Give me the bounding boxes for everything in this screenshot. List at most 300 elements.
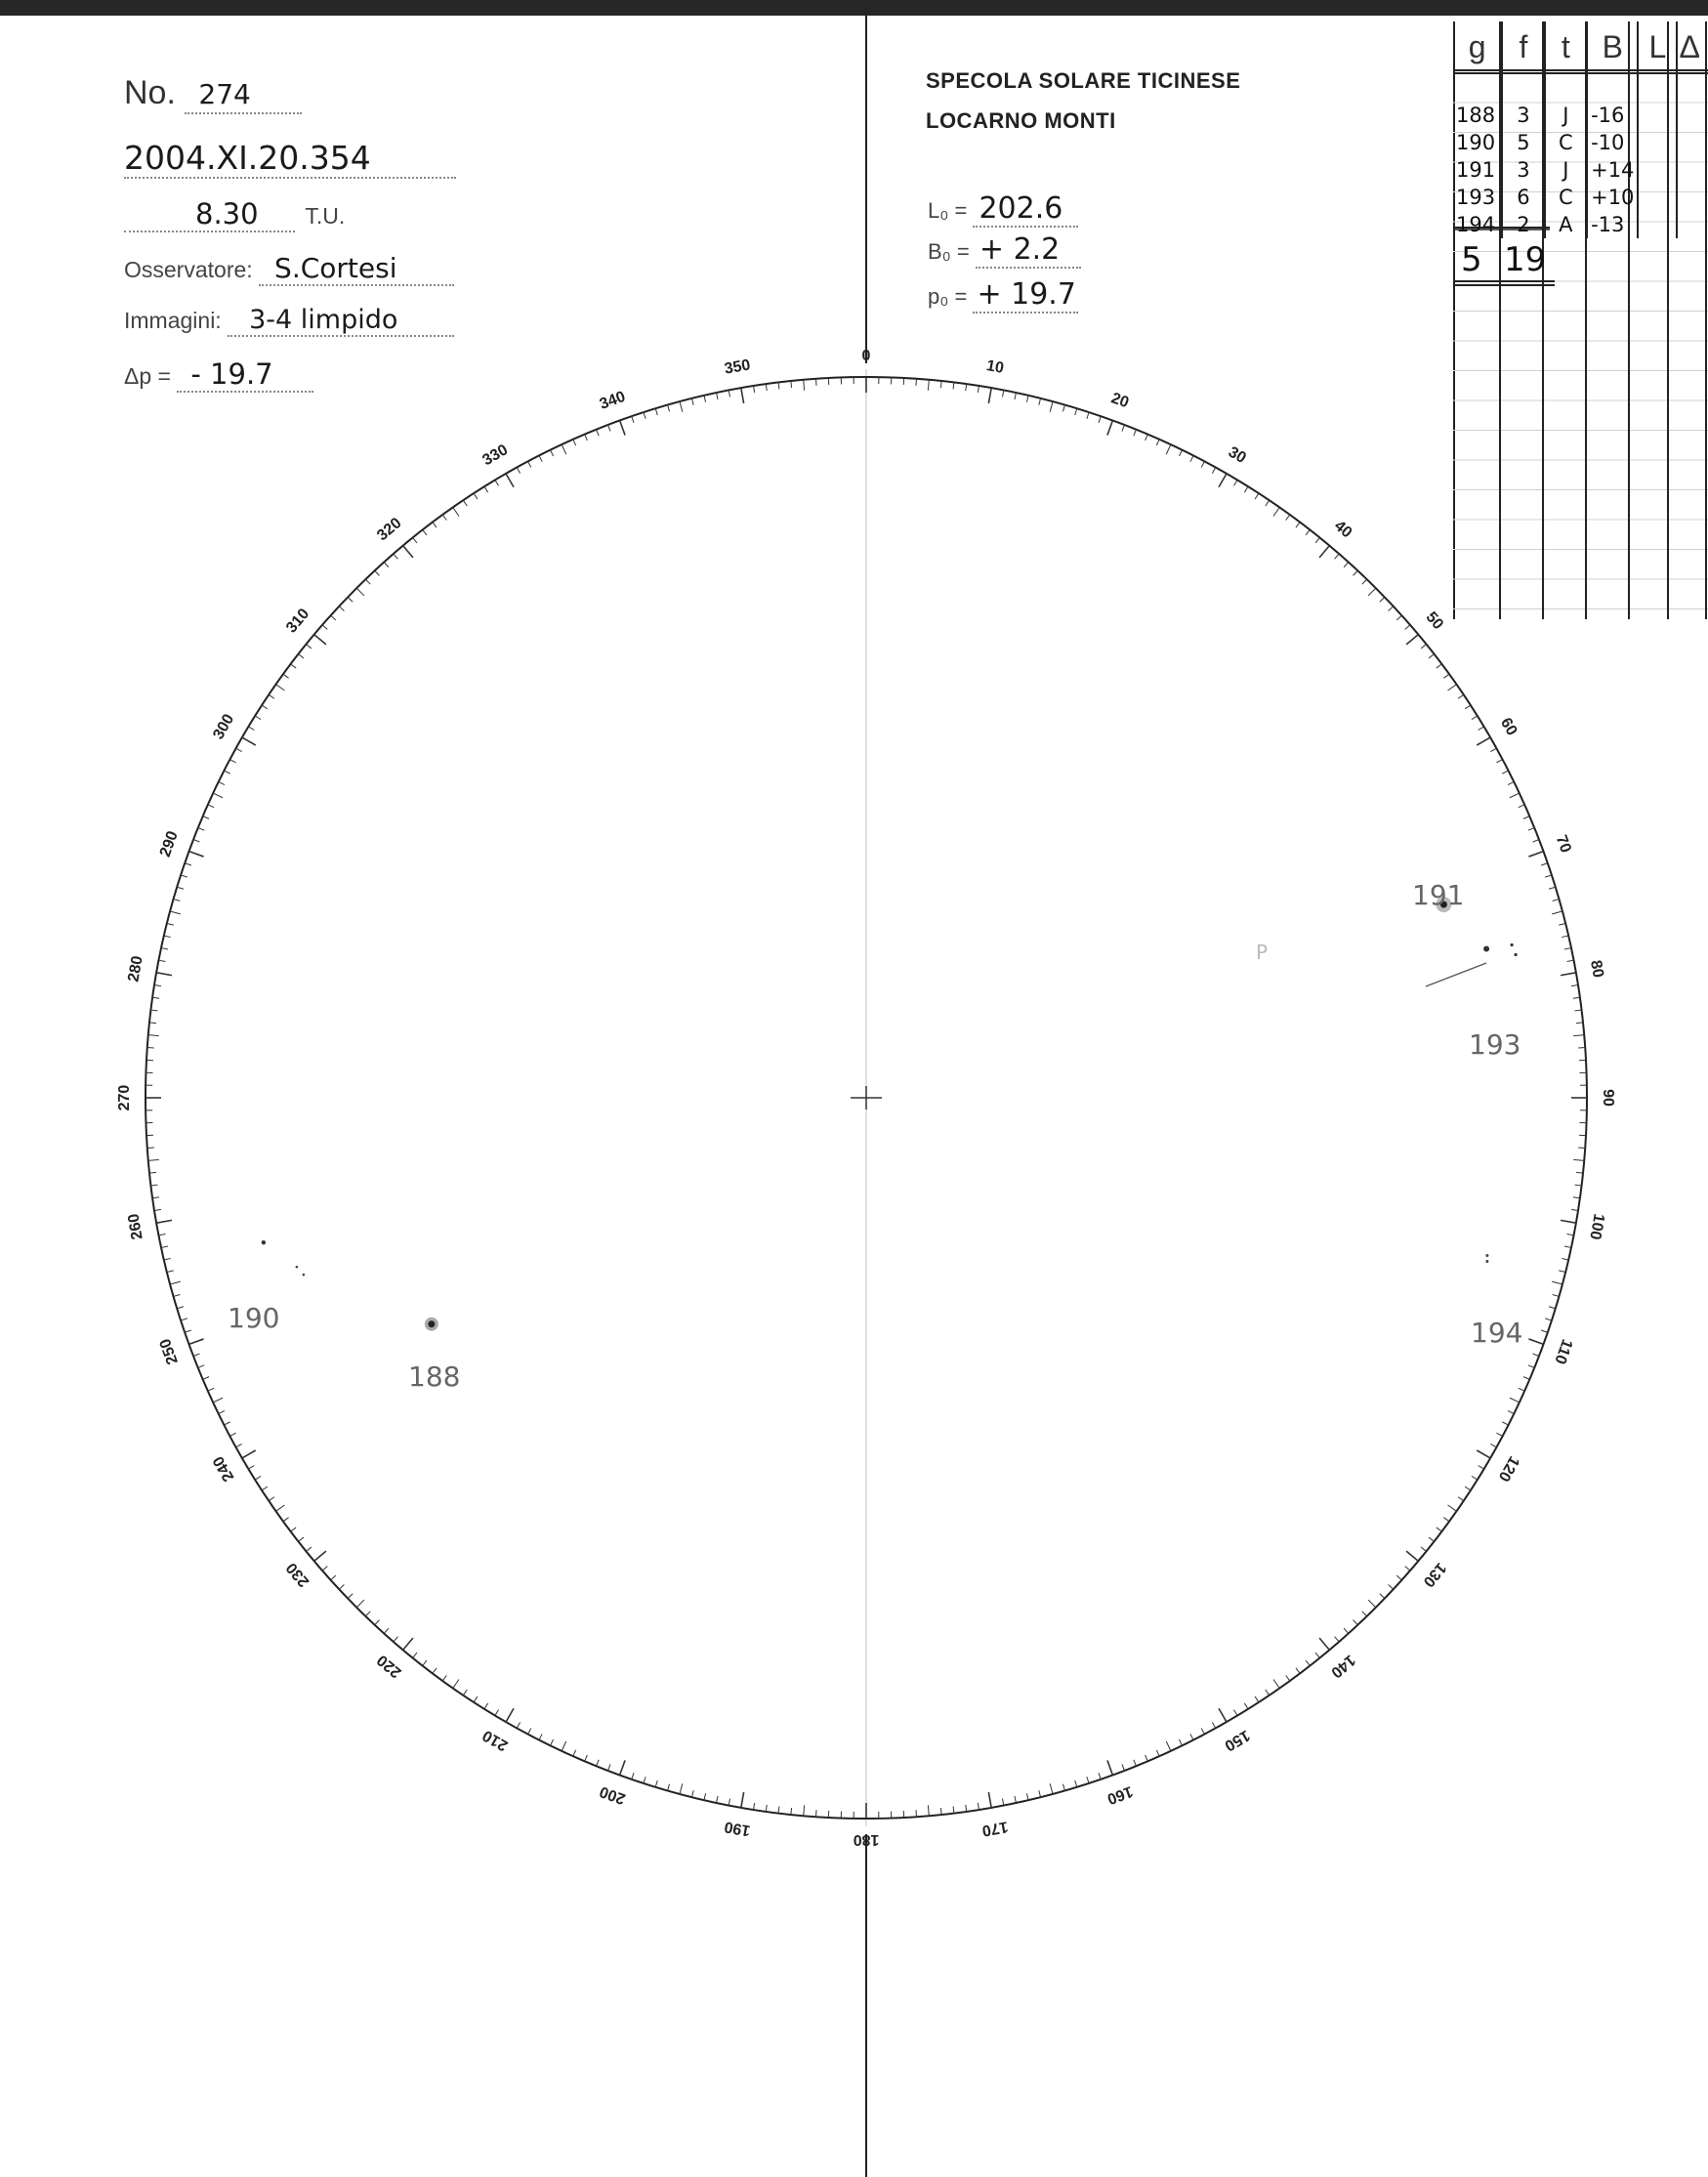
row-count: 2 bbox=[1502, 211, 1544, 238]
scale-label: 40 bbox=[1330, 517, 1355, 542]
scale-label: 100 bbox=[1586, 1212, 1607, 1241]
scale-label: 110 bbox=[1551, 1336, 1576, 1366]
scale-tick bbox=[423, 1660, 427, 1666]
scale-tick bbox=[1562, 1258, 1568, 1260]
scale-tick bbox=[156, 1220, 172, 1223]
scale-tick bbox=[453, 1680, 459, 1689]
scale-tick bbox=[198, 1365, 204, 1368]
scale-tick bbox=[1458, 1497, 1464, 1501]
scale-tick bbox=[766, 1805, 767, 1812]
scale-label: 10 bbox=[984, 357, 1006, 377]
scale-tick bbox=[1564, 948, 1571, 949]
scale-tick bbox=[1571, 1209, 1578, 1210]
scale-tick bbox=[213, 1398, 223, 1402]
scale-label: 210 bbox=[479, 1726, 512, 1754]
scale-tick bbox=[1099, 1773, 1101, 1779]
scale-tick bbox=[177, 1307, 184, 1309]
scale-tick bbox=[1573, 1159, 1584, 1160]
scale-tick bbox=[1255, 493, 1259, 499]
scale-tick bbox=[262, 705, 268, 709]
observer-value: S.Cortesi bbox=[274, 252, 397, 284]
scale-tick bbox=[1062, 405, 1064, 412]
scale-label: 250 bbox=[156, 1336, 182, 1367]
scale-tick bbox=[262, 1486, 268, 1490]
scale-tick bbox=[291, 1528, 297, 1531]
scale-tick bbox=[219, 1410, 225, 1413]
scale-tick bbox=[1528, 852, 1543, 857]
col-f: f bbox=[1502, 21, 1544, 73]
scale-tick bbox=[394, 554, 398, 559]
scale-tick bbox=[442, 515, 446, 521]
P0-value: + 19.7 bbox=[977, 277, 1076, 312]
scale-tick bbox=[463, 1690, 467, 1696]
scale-tick bbox=[1510, 1398, 1520, 1402]
scale-tick bbox=[356, 1600, 364, 1608]
scale-tick bbox=[1396, 615, 1401, 620]
scale-tick bbox=[562, 1741, 566, 1751]
scale-tick bbox=[148, 1035, 159, 1036]
scale-tick bbox=[283, 674, 289, 678]
scale-tick bbox=[1002, 391, 1003, 398]
scale-tick bbox=[154, 985, 161, 986]
scale-tick bbox=[966, 384, 967, 391]
scale-tick bbox=[1212, 1722, 1215, 1728]
scale-tick bbox=[1465, 1486, 1471, 1490]
scale-label: 310 bbox=[283, 606, 313, 637]
scale-tick bbox=[1541, 863, 1548, 865]
scale-tick bbox=[620, 1760, 625, 1775]
scale-tick bbox=[1319, 1638, 1329, 1650]
scale-label: 80 bbox=[1587, 958, 1606, 980]
images-value: 3-4 limpido bbox=[249, 305, 398, 335]
scale-tick bbox=[928, 1805, 929, 1816]
scale-label: 240 bbox=[210, 1452, 238, 1485]
scale-tick bbox=[1479, 727, 1484, 731]
scale-tick bbox=[322, 625, 327, 630]
scale-tick bbox=[1545, 1319, 1552, 1320]
scale-tick bbox=[365, 1612, 370, 1616]
scale-tick bbox=[1362, 1612, 1367, 1616]
scale-tick bbox=[1575, 1185, 1582, 1186]
scale-tick bbox=[474, 493, 478, 499]
scale-tick bbox=[219, 781, 225, 784]
scale-tick bbox=[804, 380, 805, 391]
scale-tick bbox=[384, 563, 389, 567]
scale-tick bbox=[539, 455, 542, 461]
sunspot-group-188 bbox=[425, 1318, 438, 1331]
scale-tick bbox=[1549, 887, 1556, 889]
scale-tick bbox=[988, 388, 991, 403]
scale-tick bbox=[1190, 455, 1193, 461]
images-label: Immagini: bbox=[124, 308, 222, 333]
scale-tick bbox=[608, 1764, 611, 1771]
institution-location: LOCARNO MONTI bbox=[926, 108, 1116, 133]
scale-tick bbox=[453, 507, 459, 516]
col-L: L bbox=[1638, 21, 1677, 73]
scale-tick bbox=[1552, 1281, 1562, 1284]
scale-tick bbox=[1448, 685, 1457, 691]
scale-tick bbox=[1396, 1575, 1401, 1580]
scale-tick bbox=[1122, 1764, 1125, 1771]
scale-tick bbox=[1458, 694, 1464, 698]
scale-tick bbox=[156, 973, 172, 976]
scale-label: 350 bbox=[723, 356, 752, 378]
scale-label: 130 bbox=[1419, 1559, 1449, 1590]
scale-tick bbox=[1496, 760, 1502, 763]
scale-tick bbox=[966, 1805, 967, 1812]
scale-tick bbox=[348, 597, 353, 602]
scale-tick bbox=[978, 386, 979, 393]
scale-tick bbox=[375, 1620, 380, 1625]
scale-label: 140 bbox=[1327, 1651, 1358, 1681]
scale-tick bbox=[1306, 1660, 1310, 1666]
scale-tick bbox=[213, 793, 223, 798]
scale-tick bbox=[394, 1637, 398, 1642]
scale-tick bbox=[1087, 1777, 1089, 1783]
scale-tick bbox=[413, 537, 417, 542]
scale-label: 30 bbox=[1225, 443, 1249, 468]
scale-tick bbox=[1099, 416, 1101, 423]
scale-tick bbox=[655, 408, 657, 415]
scale-tick bbox=[161, 1246, 168, 1247]
group-label-194: 194 bbox=[1471, 1317, 1523, 1349]
scale-tick bbox=[1561, 1220, 1576, 1223]
scale-tick bbox=[1508, 781, 1514, 784]
scale-tick bbox=[185, 1330, 191, 1332]
scale-tick bbox=[1344, 563, 1349, 567]
scale-tick bbox=[655, 1780, 657, 1787]
scale-tick bbox=[978, 1803, 979, 1810]
scale-tick bbox=[1039, 1790, 1041, 1797]
scale-tick bbox=[167, 1271, 174, 1273]
scale-tick bbox=[1479, 1465, 1484, 1469]
row-group: 193 bbox=[1453, 184, 1502, 211]
scale-tick bbox=[597, 1760, 600, 1766]
scale-tick bbox=[170, 1281, 181, 1284]
scale-tick bbox=[242, 737, 256, 745]
scale-label: 120 bbox=[1494, 1452, 1522, 1485]
scale-tick bbox=[275, 1505, 284, 1511]
scale-tick bbox=[1134, 1760, 1137, 1766]
scale-tick bbox=[339, 1585, 344, 1590]
scale-label: 70 bbox=[1552, 832, 1574, 856]
row-latitude: +14 bbox=[1587, 156, 1638, 184]
scale-tick bbox=[152, 1197, 159, 1198]
scale-label: 190 bbox=[723, 1818, 752, 1839]
sunspot bbox=[1483, 946, 1489, 952]
sunspot bbox=[428, 1320, 435, 1327]
scale-tick bbox=[1576, 1172, 1583, 1173]
scale-label: 330 bbox=[479, 441, 512, 470]
scale-label: 20 bbox=[1108, 390, 1132, 412]
scale-tick bbox=[283, 1518, 289, 1522]
scale-tick bbox=[585, 435, 588, 440]
scale-tick bbox=[506, 1708, 514, 1722]
scale-tick bbox=[1156, 1750, 1159, 1756]
scale-label: 180 bbox=[853, 1831, 880, 1848]
scale-label: 90 bbox=[1600, 1089, 1616, 1107]
scale-tick bbox=[1134, 430, 1137, 436]
scale-tick bbox=[1437, 1528, 1442, 1531]
scale-label: 320 bbox=[374, 515, 405, 545]
scale-tick bbox=[1354, 1620, 1358, 1625]
scale-tick bbox=[717, 393, 718, 399]
scale-tick bbox=[1244, 486, 1248, 492]
scale-tick bbox=[1519, 1388, 1524, 1391]
scale-tick bbox=[539, 1734, 542, 1739]
scale-tick bbox=[224, 1422, 229, 1425]
scale-tick bbox=[159, 960, 166, 961]
scale-tick bbox=[339, 607, 344, 611]
scale-tick bbox=[550, 1739, 553, 1745]
scale-tick bbox=[928, 380, 929, 391]
scale-label: 270 bbox=[116, 1084, 133, 1111]
scale-tick bbox=[1319, 546, 1329, 558]
delta-p-label: Δp = bbox=[124, 363, 171, 389]
scale-tick bbox=[668, 1784, 670, 1791]
scale-tick bbox=[608, 425, 611, 432]
scale-tick bbox=[224, 771, 229, 774]
scale-tick bbox=[1286, 1675, 1290, 1681]
scale-tick bbox=[1573, 1035, 1584, 1036]
total-spots: 19 bbox=[1504, 240, 1547, 279]
scale-tick bbox=[1477, 1450, 1490, 1458]
sunspot-groups bbox=[262, 897, 1518, 1331]
scale-tick bbox=[148, 1159, 159, 1160]
scale-tick bbox=[189, 852, 204, 857]
scale-tick bbox=[1559, 923, 1565, 925]
scale-tick bbox=[1429, 1537, 1435, 1541]
scale-tick bbox=[1190, 1734, 1193, 1739]
scale-tick bbox=[1156, 440, 1159, 445]
scale-tick bbox=[1335, 554, 1340, 559]
scale-tick bbox=[181, 875, 187, 877]
scale-tick bbox=[754, 386, 755, 393]
scale-tick bbox=[1233, 1710, 1237, 1716]
scale-tick bbox=[1545, 875, 1552, 877]
scale-tick bbox=[275, 685, 284, 691]
sunspot-group-193 bbox=[1483, 943, 1518, 956]
scale-tick bbox=[517, 468, 520, 474]
scale-tick bbox=[348, 1594, 353, 1599]
B0-label: B₀ = bbox=[928, 239, 970, 264]
col-g: g bbox=[1453, 21, 1502, 73]
scale-tick bbox=[242, 1450, 256, 1458]
scale-tick bbox=[632, 1773, 634, 1779]
scale-tick bbox=[164, 936, 171, 938]
scale-tick bbox=[1389, 1585, 1394, 1590]
scale-tick bbox=[433, 1668, 437, 1674]
scale-tick bbox=[229, 760, 235, 763]
group-label-193: 193 bbox=[1469, 1028, 1521, 1061]
scale-tick bbox=[562, 444, 566, 454]
scale-tick bbox=[1443, 1518, 1449, 1522]
scale-tick bbox=[167, 923, 174, 925]
scale-label: 60 bbox=[1496, 715, 1521, 739]
sunspot-group-190 bbox=[262, 1240, 306, 1276]
scale-tick bbox=[1421, 645, 1426, 649]
scale-tick bbox=[1026, 1793, 1028, 1800]
scale-tick bbox=[1179, 450, 1182, 456]
scale-tick bbox=[550, 450, 553, 456]
scale-tick bbox=[1212, 468, 1215, 474]
scale-tick bbox=[298, 1537, 304, 1541]
scale-tick bbox=[151, 1010, 158, 1011]
scale-tick bbox=[1026, 396, 1028, 402]
scale-tick bbox=[193, 1354, 200, 1357]
scale-tick bbox=[1179, 1739, 1182, 1745]
scale-tick bbox=[236, 748, 242, 751]
scale-tick bbox=[1389, 607, 1394, 611]
scale-tick bbox=[804, 1805, 805, 1816]
row-group: 188 bbox=[1453, 102, 1502, 129]
scale-tick bbox=[1490, 748, 1496, 751]
scale-tick bbox=[298, 654, 304, 658]
scale-tick bbox=[1015, 393, 1016, 399]
scale-tick bbox=[1561, 973, 1576, 976]
scale-tick bbox=[1553, 1294, 1560, 1296]
scale-tick bbox=[1508, 1410, 1514, 1413]
row-latitude: +10 bbox=[1587, 184, 1638, 211]
scale-tick bbox=[174, 1294, 181, 1296]
scale-tick bbox=[1146, 1755, 1148, 1761]
row-count: 3 bbox=[1502, 156, 1544, 184]
scale-tick bbox=[1368, 1600, 1376, 1608]
scale-tick bbox=[161, 948, 168, 949]
scale-tick bbox=[291, 664, 297, 668]
scale-tick bbox=[269, 1497, 274, 1501]
scale-tick bbox=[1107, 421, 1112, 436]
scale-tick bbox=[1315, 1653, 1319, 1657]
scale-tick bbox=[1523, 1377, 1529, 1380]
scale-tick bbox=[1087, 412, 1089, 419]
scale-tick bbox=[691, 398, 693, 405]
scale-tick bbox=[474, 1696, 478, 1702]
scale-tick bbox=[1380, 597, 1385, 602]
scale-tick bbox=[1255, 1696, 1259, 1702]
scale-tick bbox=[236, 1444, 242, 1446]
sunspot bbox=[1510, 943, 1513, 946]
observer-label: Osservatore: bbox=[124, 257, 253, 282]
scale-tick bbox=[181, 1319, 187, 1320]
scale-tick bbox=[484, 1703, 488, 1709]
faculae-mark: P bbox=[1256, 941, 1269, 964]
scale-tick bbox=[1201, 1728, 1204, 1734]
time-value: 8.30 bbox=[195, 197, 259, 230]
sunspot bbox=[303, 1274, 306, 1277]
scale-tick bbox=[151, 1185, 158, 1186]
scale-tick bbox=[573, 1750, 576, 1756]
date-value: 2004.XI.20.354 bbox=[124, 139, 371, 177]
group-label-188: 188 bbox=[408, 1361, 461, 1393]
scale-tick bbox=[331, 615, 336, 620]
group-label-190: 190 bbox=[228, 1302, 280, 1334]
scale-tick bbox=[691, 1790, 693, 1797]
scale-tick bbox=[174, 900, 181, 901]
scale-tick bbox=[229, 1433, 235, 1436]
scale-tick bbox=[331, 1575, 336, 1580]
scale-label: 160 bbox=[1104, 1782, 1136, 1808]
row-group: 194 bbox=[1453, 211, 1502, 238]
scale-tick bbox=[1219, 1708, 1227, 1722]
scale-tick bbox=[1490, 1444, 1496, 1446]
scale-tick bbox=[314, 635, 326, 645]
scale-label: 200 bbox=[597, 1782, 628, 1808]
scale-tick bbox=[1559, 1271, 1565, 1273]
scale-tick bbox=[322, 1567, 327, 1571]
scale-tick bbox=[1015, 1796, 1016, 1803]
scale-tick bbox=[1405, 1567, 1410, 1571]
scale-tick bbox=[248, 727, 254, 731]
scale-tick bbox=[1062, 1784, 1064, 1791]
scale-tick bbox=[203, 1377, 209, 1380]
scale-tick bbox=[704, 1793, 706, 1800]
sunspot bbox=[296, 1266, 299, 1269]
scale-tick bbox=[1315, 537, 1319, 542]
institution-name: SPECOLA SOLARE TICINESE bbox=[926, 68, 1241, 93]
scale-tick bbox=[1380, 1594, 1385, 1599]
scale-tick bbox=[1541, 1330, 1548, 1332]
scale-tick bbox=[1050, 1783, 1053, 1794]
scale-tick bbox=[1519, 805, 1524, 808]
time-unit: T.U. bbox=[305, 203, 346, 229]
scale-tick bbox=[528, 1728, 531, 1734]
scale-tick bbox=[1107, 1760, 1112, 1775]
scale-tick bbox=[1532, 840, 1539, 843]
scale-tick bbox=[1465, 705, 1471, 709]
scale-tick bbox=[766, 384, 767, 391]
scale-label: 150 bbox=[1221, 1726, 1253, 1754]
row-latitude: -16 bbox=[1587, 102, 1638, 129]
scale-tick bbox=[940, 381, 941, 388]
scale-tick bbox=[208, 1388, 214, 1391]
scale-tick bbox=[1573, 1197, 1580, 1198]
row-count: 6 bbox=[1502, 184, 1544, 211]
scale-tick bbox=[1496, 1433, 1502, 1436]
sunspot-group-194 bbox=[1485, 1254, 1488, 1263]
scale-tick bbox=[778, 383, 779, 390]
scale-tick bbox=[1437, 664, 1442, 668]
scale-tick bbox=[403, 1638, 413, 1650]
scale-tick bbox=[1502, 771, 1508, 774]
scale-tick bbox=[1122, 425, 1125, 432]
scale-tick bbox=[778, 1807, 779, 1814]
scale-tick bbox=[365, 579, 370, 584]
scale-tick bbox=[1273, 1680, 1279, 1689]
scale-tick bbox=[1002, 1799, 1003, 1806]
scale-tick bbox=[442, 1675, 446, 1681]
col-B: B bbox=[1587, 21, 1638, 73]
row-latitude: -10 bbox=[1587, 129, 1638, 156]
scale-tick bbox=[988, 1792, 991, 1808]
col-delta: Δ bbox=[1677, 21, 1708, 73]
sunspot bbox=[1485, 1260, 1488, 1263]
scale-tick bbox=[463, 500, 467, 506]
scale-tick bbox=[1244, 1703, 1248, 1709]
scale-tick bbox=[1286, 515, 1290, 521]
scale-tick bbox=[1050, 401, 1053, 412]
scale-tick bbox=[306, 645, 311, 649]
scale-tick bbox=[208, 805, 214, 808]
scale-tick bbox=[1523, 816, 1529, 819]
scale-tick bbox=[189, 1339, 204, 1344]
scale-tick bbox=[1075, 408, 1077, 415]
scale-tick bbox=[1406, 1551, 1418, 1561]
scale-tick bbox=[1528, 828, 1534, 831]
scale-tick bbox=[1266, 1690, 1270, 1696]
scale-label: 300 bbox=[210, 711, 238, 743]
number-label: No. bbox=[124, 74, 176, 111]
